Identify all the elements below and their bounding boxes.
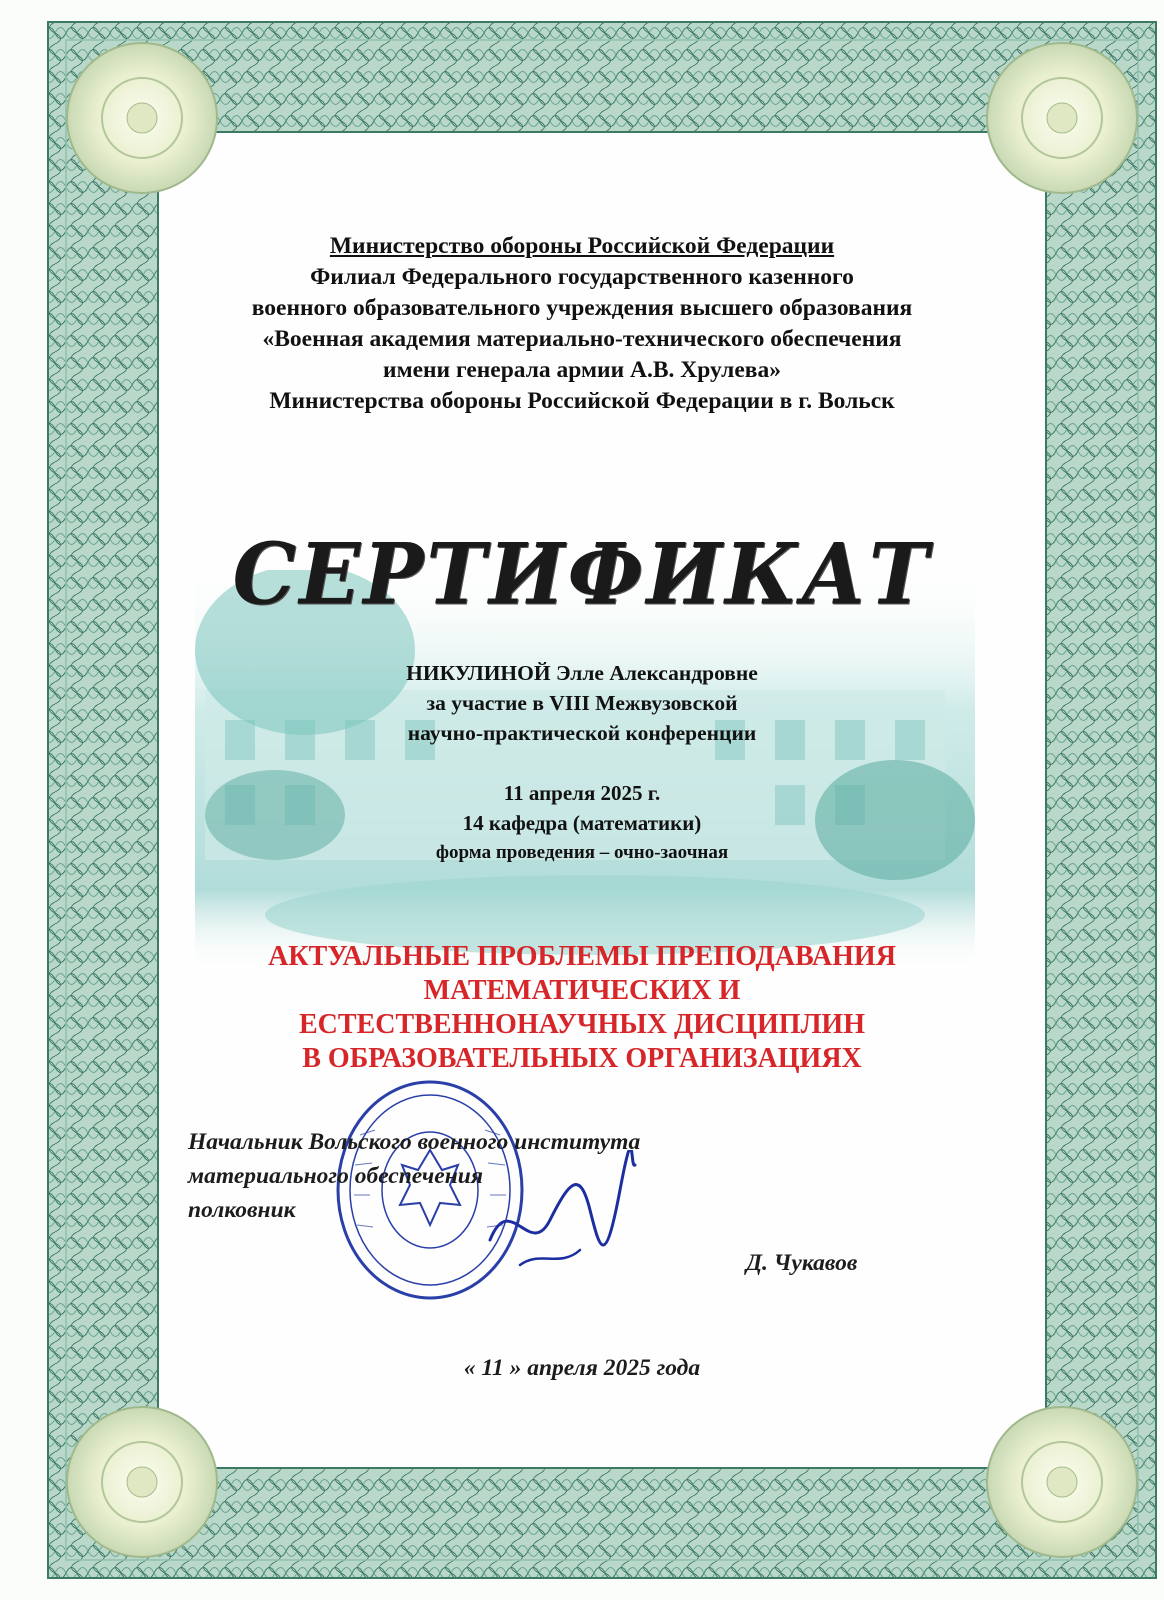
topic-line-2: МАТЕМАТИЧЕСКИХ И <box>423 975 741 1006</box>
event-department: 14 кафедра (математики) <box>462 811 702 835</box>
signatory-title <box>188 1125 640 1227</box>
issuer-line-4: имени генерала армии А.В. Хрулева» <box>383 357 781 383</box>
issuer-line-3: «Военная академия материально-технического обеспечения <box>262 326 902 352</box>
event-format: форма проведения – очно-заочная <box>435 842 729 863</box>
certificate-title: СЕРТИФИКАТ <box>232 524 932 624</box>
recipient-line-3: научно-практической конференции <box>407 721 757 745</box>
topic-line-1: АКТУАЛЬНЫЕ ПРОБЛЕМЫ ПРЕПОДАВАНИЯ <box>268 941 896 972</box>
issuer-line-2: военного образовательного учреждения высшего образования <box>251 295 913 321</box>
topic-line-4: В ОБРАЗОВАТЕЛЬНЫХ ОРГАНИЗАЦИЯХ <box>302 1043 862 1074</box>
event-date: 11 апреля 2025 г. <box>503 781 661 805</box>
issue-date: « 11 » апреля 2025 года <box>463 1355 701 1381</box>
signatory-line-1: Начальник Вольского военного института <box>188 1129 641 1155</box>
recipient-name: НИКУЛИНОЙ Элле Александровне <box>406 661 758 685</box>
recipient-block <box>0 658 1164 748</box>
event-details <box>0 778 1164 868</box>
corner-ornament <box>987 43 1137 193</box>
signatory-line-2: материального обеспечения <box>188 1163 483 1189</box>
academy-building-image <box>195 570 975 970</box>
signatory-name: Д. Чукавов <box>746 1250 858 1276</box>
corner-ornament <box>987 1407 1137 1557</box>
issuer-header <box>0 231 1164 417</box>
ministry-name: Министерство обороны Российской Федерации <box>329 233 835 259</box>
corner-ornament <box>67 1407 217 1557</box>
issuer-line-1: Филиал Федерального государственного казенного <box>310 264 854 290</box>
topic-line-3: ЕСТЕСТВЕННОНАУЧНЫХ ДИСЦИПЛИН <box>299 1009 865 1040</box>
recipient-line-2: за участие в VIII Межвузовской <box>426 691 738 715</box>
signatory-line-3: полковник <box>188 1197 296 1223</box>
corner-ornament <box>67 43 217 193</box>
issuer-line-5: Министерства обороны Российской Федерации в г. Вольск <box>269 388 895 414</box>
conference-topic <box>0 940 1164 1076</box>
